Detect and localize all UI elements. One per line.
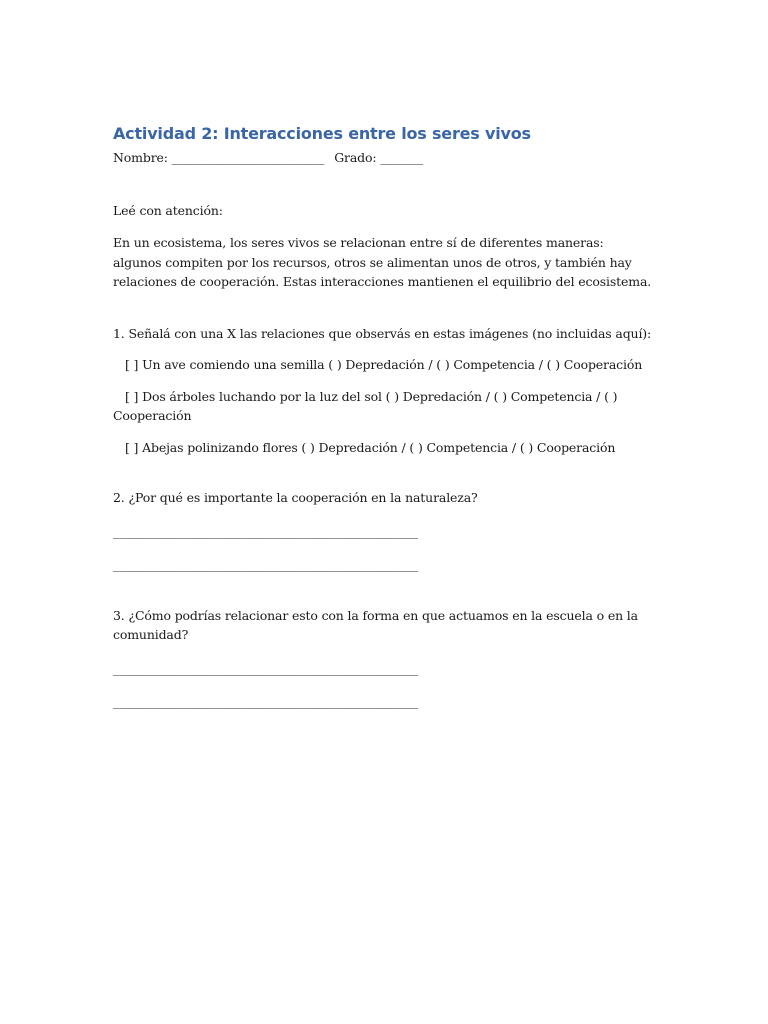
student-info-line	[113, 148, 653, 168]
question-1: 1. Señalá con una X las relaciones que observás en estas imágenes (no incluidas aquí):	[113, 325, 652, 341]
option-bees-flowers	[113, 438, 653, 458]
reading-instruction: Leé con atención:	[113, 202, 223, 218]
option-text: [ ] Dos árboles luchando por la luz del sol ( ) Depredación / ( ) Competencia / ( ) Cooperación	[113, 388, 618, 423]
worksheet-title: Actividad 2: Interacciones entre los seres vivos	[113, 124, 531, 143]
answer-line: __________________________________________________	[113, 660, 419, 676]
option-text: [ ] Abejas polinizando flores ( ) Depredación / ( ) Competencia / ( ) Cooperación	[125, 439, 616, 455]
name-field-label: Nombre: _________________________	[113, 150, 325, 165]
option-bird-seed	[113, 355, 653, 375]
grade-field-label: Grado: _______	[334, 150, 423, 165]
answer-line: __________________________________________________	[113, 523, 419, 539]
option-text: [ ] Un ave comiendo una semilla ( ) Depredación / ( ) Competencia / ( ) Cooperación	[125, 357, 643, 372]
question-2: 2. ¿Por qué es importante la cooperación en la naturaleza?	[113, 490, 478, 505]
answer-line: __________________________________________________	[113, 694, 419, 709]
worksheet-page	[113, 123, 653, 712]
question-3: 3. ¿Cómo podrías relacionar esto con la forma en que actuamos en la escuela o en la comunidad?	[113, 607, 638, 642]
reading-paragraph: En un ecosistema, los seres vivos se relacionan entre sí de diferentes maneras: algunos compiten por los recursos, otros se alimentan unos de otros, y también hay relaciones de cooperación. Estas interacciones mantienen el equilibrio del ecosistema.	[113, 235, 652, 289]
option-trees-light	[113, 387, 653, 426]
answer-line: __________________________________________________	[113, 557, 419, 572]
